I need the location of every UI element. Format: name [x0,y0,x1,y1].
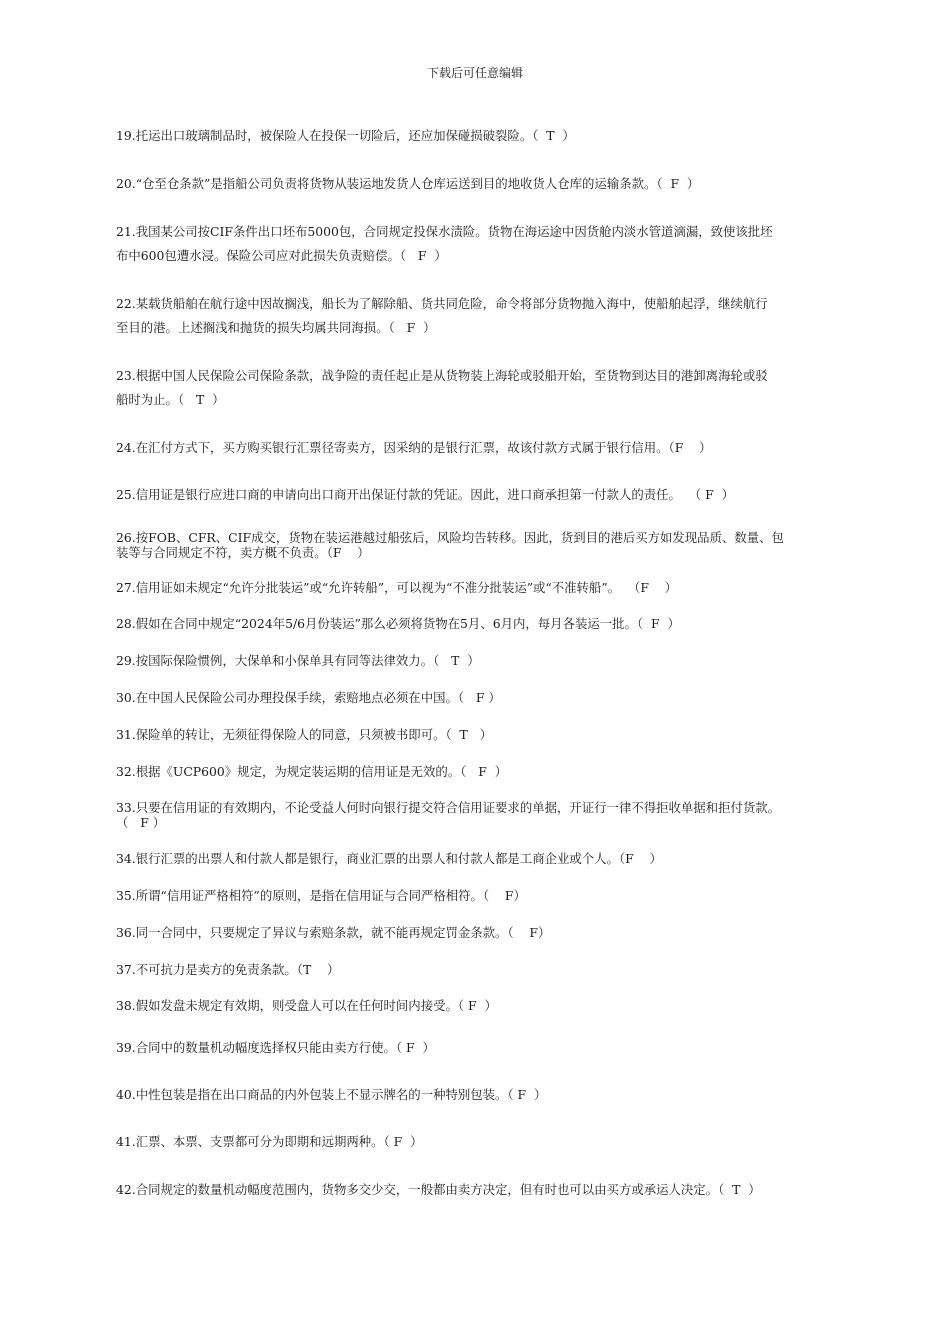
question-line: 33.只要在信用证的有效期内，不论受益人何时向银行提交符合信用证要求的单据，开证行一律不得拒收单据和拒付货款。 [116,800,781,815]
question-19 [116,124,886,148]
question-line: 36.同一合同中，只要规定了异议与索赔条款，就不能再规定罚金条款。（ F） [116,925,551,940]
question-line: 20.“仓至仓条款”是指船公司负责将货物从装运地发货人仓库运送到目的地收货人仓库的运输条款。（ F ） [116,176,700,191]
question-line: 42.合同规定的数量机动幅度范围内，货物多交少交，一般都由卖方决定，但有时也可以由买方或承运人决定。（ T ） [116,1182,761,1197]
question-38 [116,994,886,1018]
question-line: 34.银行汇票的出票人和付款人都是银行，商业汇票的出票人和付款人都是工商企业或个人。（F ） [116,851,662,866]
question-line: 40.中性包装是指在出口商品的内外包装上不显示牌名的一种特别包装。（ F ） [116,1087,547,1102]
question-36 [116,921,886,945]
question-40 [116,1083,886,1107]
question-20 [116,172,886,196]
question-line: 24.在汇付方式下，买方购买银行汇票径寄卖方，因采纳的是银行汇票，故该付款方式属于银行信用。（F ） [116,440,712,455]
question-line: 31.保险单的转让，无须征得保险人的同意，只须被书即可。（ T ） [116,727,493,742]
question-line: 37.不可抗力是卖方的免责条款。（T ） [116,962,340,977]
question-line: 39.合同中的数量机动幅度选择权只能由卖方行使。（ F ） [116,1040,435,1055]
question-line: 至目的港。上述搁浅和抛货的损失均属共同海损。（ F ） [116,320,436,335]
question-line: 29.按国际保险惯例，大保单和小保单具有同等法律效力。（ T ） [116,653,480,668]
question-21 [116,220,886,268]
question-32 [116,760,886,784]
question-line: 28.假如在合同中规定“2024年5/6月份装运”那么必须将货物在5月、6月内，每月各装运一批。（ F ） [116,616,680,631]
question-line: 23.根据中国人民保险公司保险条款，战争险的责任起止是从货物装上海轮或驳船开始，至货物到达目的港卸离海轮或驳 [116,368,768,383]
question-line: 35.所谓“信用证严格相符”的原则，是指在信用证与合同严格相符。（ F） [116,888,526,903]
question-25 [116,483,886,507]
question-line: （ F ） [116,815,166,830]
question-33 [116,800,886,830]
question-line: 布中600包遭水浸。保险公司应对此损失负责赔偿。（ F ） [116,248,447,263]
question-line: 27.信用证如未规定“允许分批装运”或“允许转船”，可以视为“不准分批装运”或“不准转船”。 （F ） [116,580,678,595]
question-line: 41.汇票、本票、支票都可分为即期和远期两种。（ F ） [116,1134,423,1149]
question-37 [116,958,886,982]
question-39 [116,1036,886,1060]
question-30 [116,686,886,710]
page-header: 下载后可任意编辑 [426,66,523,80]
question-29 [116,649,886,673]
question-line: 船时为止。（ T ） [116,392,225,407]
question-35 [116,884,886,908]
question-line: 30.在中国人民保险公司办理投保手续，索赔地点必须在中国。（ F ） [116,690,501,705]
question-line: 38.假如发盘未规定有效期，则受盘人可以在任何时间内接受。（ F ） [116,998,497,1013]
question-27 [116,576,886,600]
question-34 [116,847,886,871]
question-line: 19.托运出口玻璃制品时，被保险人在投保一切险后，还应加保碰损破裂险。（ T ） [116,128,575,143]
question-41 [116,1130,886,1154]
question-42 [116,1178,886,1202]
question-24 [116,436,886,460]
question-28 [116,612,886,636]
question-line: 21.我国某公司按CIF条件出口坯布5000包，合同规定投保水渍险。货物在海运途中因货舱内淡水管道滴漏，致使该批坯 [116,224,773,239]
question-line: 32.根据《UCP600》规定，为规定装运期的信用证是无效的。（ F ） [116,764,508,779]
question-line: 22.某载货船舶在航行途中因故搁浅，船长为了解除船、货共同危险，命令将部分货物抛入海中，使船舶起浮，继续航行 [116,296,768,311]
question-22 [116,292,886,340]
question-31 [116,723,886,747]
question-26 [116,530,886,560]
question-line: 26.按FOB、CFR、CIF成交，货物在装运港越过船弦后，风险均告转移。因此，货到目的港后买方如发现品质、数量、包 [116,530,784,545]
question-line: 25.信用证是银行应进口商的申请向出口商开出保证付款的凭证。因此，进口商承担第一付款人的责任。 （ F ） [116,487,734,502]
question-line: 装等与合同规定不符，卖方概不负责。（F ） [116,545,370,560]
question-23 [116,364,886,412]
